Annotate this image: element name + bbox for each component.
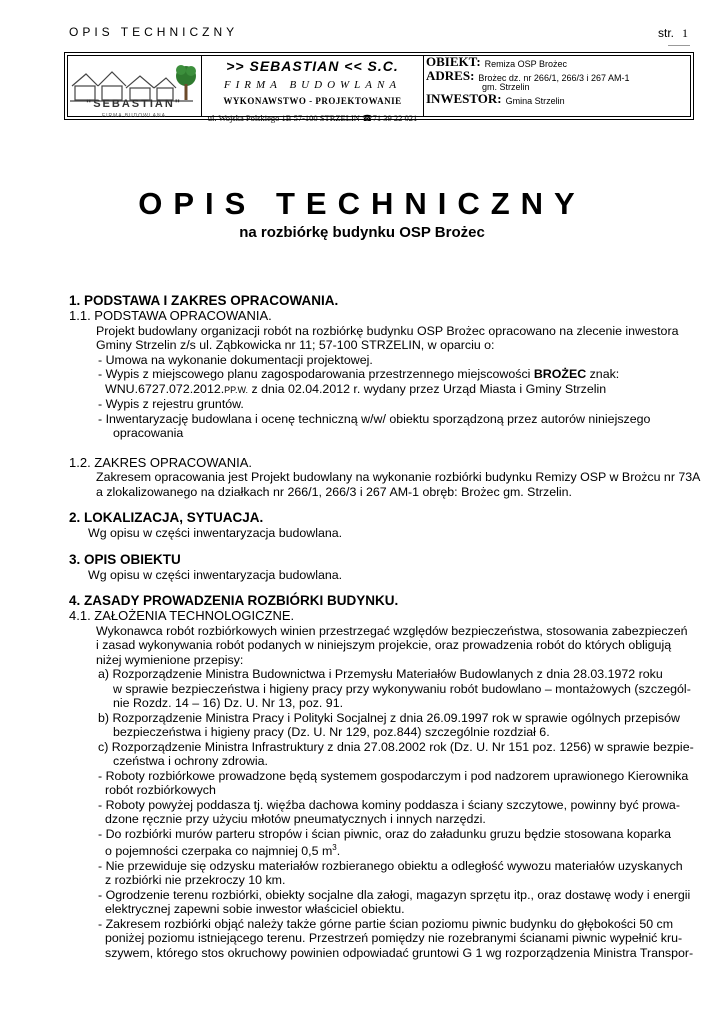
document-subtitle: na rozbiórkę budynku OSP Brożec [239,224,485,241]
list-item-continuation: w sprawie bezpieczeństwa i higieny pracy przy wykonywaniu robót budowlano – montażowych (szczegól- [113,681,691,696]
reference-code: WNU.6727.072.2012. [105,381,225,396]
list-item: b) Rozporządzenie Ministra Pracy i Polityki Socjalnej z dnia 26.09.1997 rok w sprawie ogólnych przepisów [98,710,680,725]
page-label: str. [657,26,674,40]
list-item: - Inwentaryzację budowlana i ocenę techniczną w/w/ obiektu sporządzoną przez autorów niniejszego [98,411,651,426]
section-4-1-heading: 4.1. ZAŁOŻENIA TECHNOLOGICZNE. [69,608,295,623]
list-item-text: z dnia 02.04.2012 r. wydany przez Urząd Miasta i Gminy Strzelin [248,381,607,396]
paragraph: i zasad wykonywania robót podanych w niniejszym projekcie, oraz prowadzenia robót do których obligują [96,638,672,652]
logo-text: "SEBASTIAN" [86,98,182,110]
logo-subtext: FIRMA BUDOWLANA [102,113,166,119]
list-item: - Zakresem rozbiórki objąć należy także górne partie ścian poziomu piwnic budynku do głębokości 50 cm [98,916,674,931]
list-item: - Nie przewiduje się odzysku materiałów rozbieranego obiektu a odległość wywozu materiałów uzyskanych [98,858,683,873]
company-logo [68,56,202,119]
list-item: - Do rozbiórki murów parteru stropów i ścian piwnic, oraz do załadunku gruzu będzie stosowana koparka [98,826,672,841]
list-item-continuation: bezpieczeństwa i higieny pracy (Dz. U. Nr 129, poz.844) szczególnie rozdział 6. [113,725,550,739]
list-item-continuation [105,382,709,398]
list-item-continuation: elektrycznej zapewni sobie inwestor właściciel obiektu. [105,902,405,917]
list-item-text: . [336,844,341,859]
investor-label: INWESTOR: [426,91,502,106]
list-item: - Roboty rozbiórkowe prowadzone będą systemem gospodarczym i pod nadzorem uprawionego Kierownika [98,768,689,783]
company-type: FIRMA BUDOWLANA [223,78,402,91]
project-info [426,56,690,116]
paragraph: Wg opisu w części inwentaryzacja budowlana. [88,526,343,540]
company-services: WYKONAWSTWO - PROJEKTOWANIE [223,96,402,106]
company-address: ul. Wojska Polskiego 1B 57-100 STRZELIN ☎71 39 22 021 [207,112,418,123]
list-item: - Roboty powyżej poddasza tj. więźba dachowa kominy poddasza i ściany szczytowe, powinny być prowa- [98,797,680,812]
section-1-2-heading: 1.2. ZAKRES OPRACOWANIA. [69,454,253,470]
list-item-continuation: czeństwa i ochrony zdrowia. [113,754,268,768]
list-item-text: znak: [586,367,620,381]
document-body [69,293,709,960]
page-number-value: 1 [682,26,688,40]
investor-value: Gmina Strzelin [505,96,565,106]
list-item: - Ogrodzenie terenu rozbiórki, obiekty socjalne dla załogi, magazyn sprzętu itp., oraz dostawę wody i energii [98,887,691,902]
company-header-box [64,52,694,123]
running-header-title: OPIS TECHNICZNY [69,25,239,39]
section-3-heading: 3. OPIS OBIEKTU [69,551,181,567]
list-item [98,367,709,382]
address-value-line2: gm. Strzelin [482,82,530,92]
section-2-heading: 2. LOKALIZACJA, SYTUACJA. [69,510,264,525]
company-info [202,56,424,123]
page-number [658,26,688,41]
list-item-continuation: opracowania [113,426,184,440]
list-item-text: - Wypis z miejscowego planu zagospodarowania przestrzennego miejscowości [98,367,534,381]
reference-code-small: PP.W. [224,384,249,395]
list-item: a) Rozporządzenie Ministra Budownictwa i Przemysłu Materiałów Budowlanych z dnia 28.03.1972 roku [98,667,663,681]
superscript: 3 [332,843,337,852]
company-name: >> SEBASTIAN << S.C. [226,58,399,74]
object-label: OBIEKT: [426,54,481,69]
section-1-heading: 1. PODSTAWA I ZAKRES OPRACOWANIA. [69,293,339,308]
object-value: Remiza OSP Brożec [484,59,568,69]
page-number-underline [668,45,690,46]
list-item-text: o pojemności czerpaka co najmniej 0,5 m [105,844,333,859]
section-4-heading: 4. ZASADY PROWADZENIA ROZBIÓRKI BUDYNKU. [69,593,399,608]
list-item-continuation: szywem, którego stos okruchowy powinien odpowiadać gruntowi G 1 wg rozporządzenia Ministra Transpor- [105,945,694,960]
list-item-continuation: robót rozbiórkowych [105,783,216,797]
list-item-continuation: dzone ręcznie przy użyciu młotów pneumatycznych i innych narzędzi. [105,812,486,826]
paragraph: Zakresem opracowania jest Projekt budowlany na wykonanie rozbiórki budynku Remizy OSP w Brożcu nr 73A [96,470,701,484]
list-item: - Wypis z rejestru gruntów. [98,397,244,411]
list-item-continuation: nie Rozdz. 14 – 16) Dz. U. Nr 13, poz. 91. [113,696,344,710]
list-item-continuation: poniżej poziomu istniejącego terenu. Przestrzeń pomiędzy nie rozebranymi ścianami piwnic wypełnić kru- [105,931,683,946]
list-item-continuation: z rozbiórki nie przekroczy 10 km. [105,873,286,888]
paragraph: Wykonawca robót rozbiórkowych winien przestrzegać względów bezpieczeństwa, stosowania zabezpieczeń [96,623,688,638]
list-item-bold: BROŻEC [533,367,587,381]
paragraph: Projekt budowlany organizacji robót na rozbiórkę budynku OSP Brożec opracowano na zlecenie inwestora [96,323,679,338]
list-item-continuation [105,841,709,859]
address-label: ADRES: [426,68,475,83]
document-title: OPIS TECHNICZNY [138,186,586,221]
address-value: Brożec dz. nr 266/1, 266/3 i 267 AM-1 [478,73,630,83]
paragraph: niżej wymienione przepisy: [96,652,244,667]
section-1-1-heading: 1.1. PODSTAWA OPRACOWANIA. [69,308,272,323]
list-item: - Umowa na wykonanie dokumentacji projektowej. [98,352,373,367]
paragraph: Gminy Strzelin z/s ul. Ząbkowicka nr 11; 57-100 STRZELIN, w oparciu o: [96,338,495,352]
list-item: c) Rozporządzenie Ministra Infrastruktury z dnia 27.08.2002 rok (Dz. U. Nr 151 poz. 1256) w sprawie bezpie- [98,739,694,754]
paragraph: Wg opisu w części inwentaryzacja budowlana. [88,567,343,582]
paragraph: a zlokalizowanego na działkach nr 266/1, 266/3 i 267 AM-1 obręb: Brożec gm. Strzelin. [96,484,572,499]
